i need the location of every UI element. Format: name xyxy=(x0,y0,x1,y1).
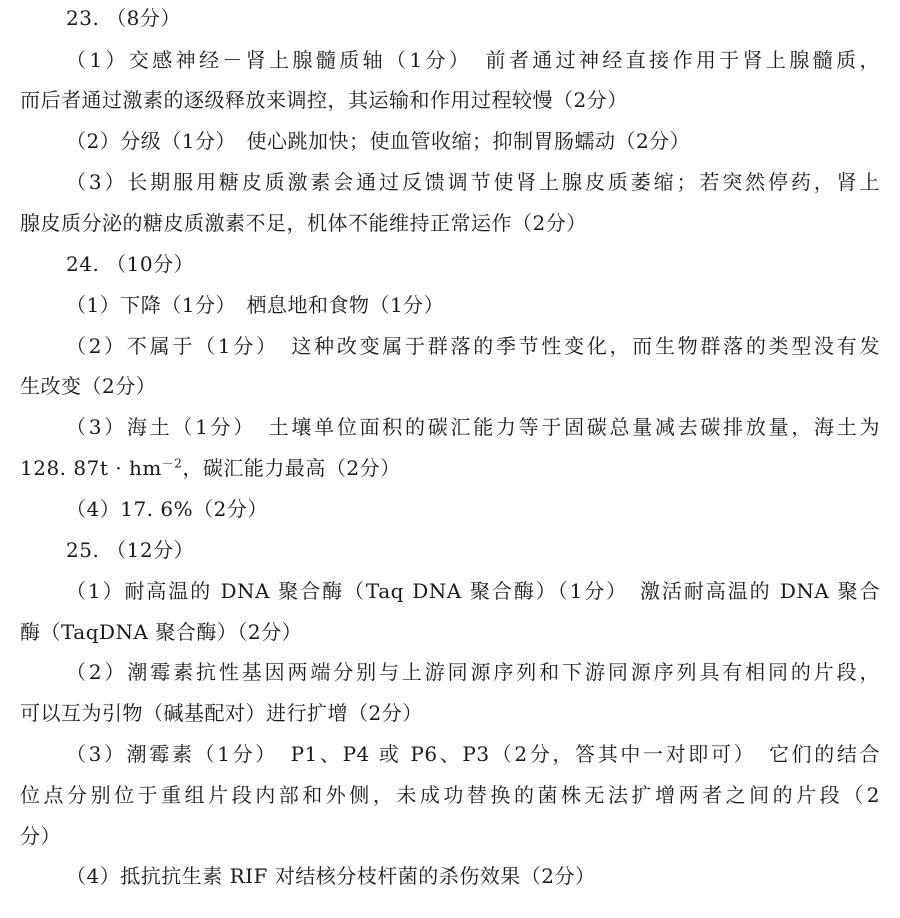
q25-title: 25. （12分） xyxy=(66,538,195,562)
q24-part3-tail: ，碳汇能力最高（2分） xyxy=(182,456,401,480)
q24-part2-line2: 生改变（2分） xyxy=(20,374,157,398)
q24-part3-value: 128. 87t · hm xyxy=(20,456,162,480)
q25-part4: （4）抵抗抗生素 RIF 对结核分枝杆菌的杀伤效果（2分） xyxy=(66,864,596,888)
q24-part4: （4）17. 6%（2分） xyxy=(66,497,268,521)
q25-part2-line2: 可以互为引物（碱基配对）进行扩增（2分） xyxy=(20,701,423,725)
q25-part1-line2: 酶（TaqDNA 聚合酶）（2分） xyxy=(20,620,303,644)
q23-part1-line2: 而后者通过激素的逐级释放来调控，其运输和作用过程较慢（2分） xyxy=(20,88,628,112)
q24-part2-line1: （2）不属于（1分） 这种改变属于群落的季节性变化，而生物群落的类型没有发 xyxy=(66,334,880,358)
q23-part1-line1: （1）交感神经－肾上腺髓质轴（1分） 前者通过神经直接作用于肾上腺髓质， xyxy=(66,48,880,72)
q23-part3-line2: 腺皮质分泌的糖皮质激素不足，机体不能维持正常运作（2分） xyxy=(20,211,587,235)
q24-title: 24. （10分） xyxy=(66,252,195,276)
q24-part3-exponent: －2 xyxy=(161,456,183,471)
q25-part3-line3: 分） xyxy=(20,824,61,848)
q23-part3-line1: （3）长期服用糖皮质激素会通过反馈调节使肾上腺皮质萎缩；若突然停药，肾上 xyxy=(66,170,880,194)
q25-part3-line2: 位点分别位于重组片段内部和外侧，未成功替换的菌株无法扩增两者之间的片段（2 xyxy=(20,783,880,807)
q25-part1-line1: （1）耐高温的 DNA 聚合酶（Taq DNA 聚合酶）（1分） 激活耐高温的 DNA 聚合 xyxy=(66,579,880,603)
q25-part3-line1: （3）潮霉素（1分） P1、P4 或 P6、P3（2分，答其中一对即可） 它们的结合 xyxy=(66,742,880,766)
q24-part3-line1: （3）海土（1分） 土壤单位面积的碳汇能力等于固碳总量减去碳排放量，海土为 xyxy=(66,415,880,439)
q24-part1: （1）下降（1分） 栖息地和食物（1分） xyxy=(66,293,445,317)
q23-part2: （2）分级（1分） 使心跳加快；使血管收缩；抑制胃肠蠕动（2分） xyxy=(66,129,691,153)
q23-title: 23. （8分） xyxy=(66,6,181,30)
q25-part2-line1: （2）潮霉素抗性基因两端分别与上游同源序列和下游同源序列具有相同的片段， xyxy=(66,660,880,684)
q24-part3-line2 xyxy=(20,454,880,482)
